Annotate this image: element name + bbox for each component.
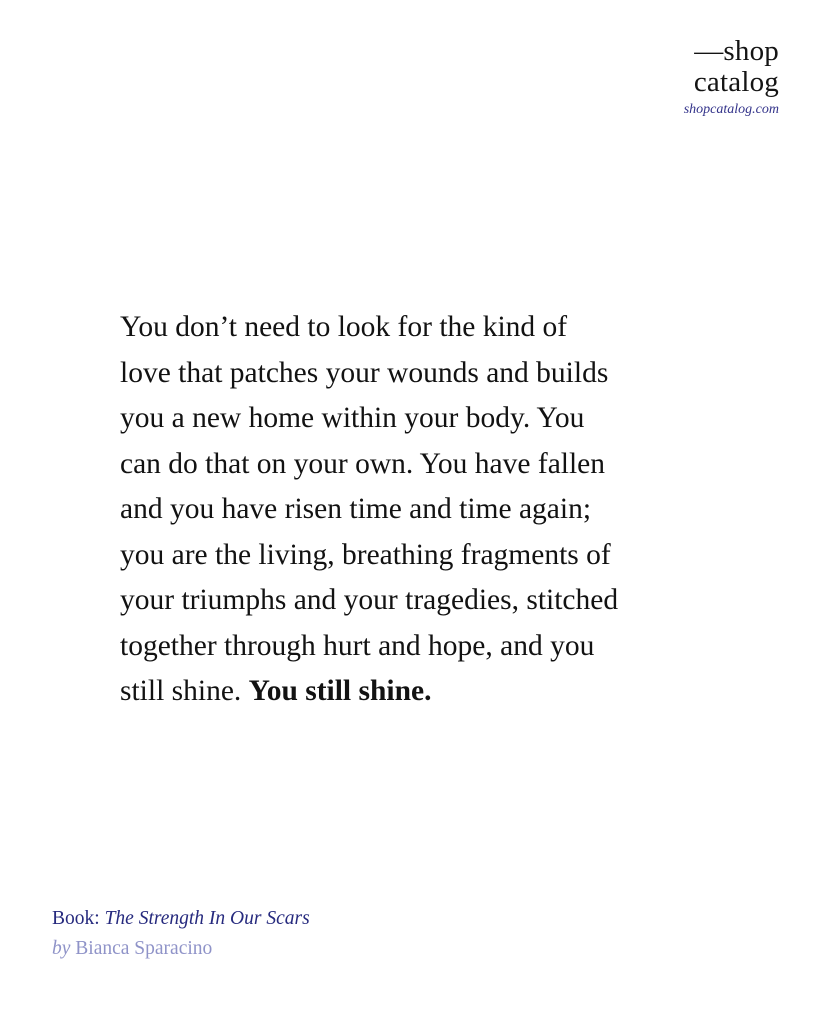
brand-name-line1: —shop <box>694 35 779 67</box>
author-name: Bianca Sparacino <box>75 938 213 959</box>
quote-text <box>120 305 740 715</box>
quote-line: can do that on your own. You have fallen <box>120 447 606 480</box>
book-line <box>52 904 310 934</box>
quote-emphasis: You still shine. <box>248 675 432 707</box>
quote-line: you are the living, breathing fragments of <box>120 538 611 571</box>
quote-line: together through hurt and hope, and you <box>120 629 595 662</box>
book-title: The Strength In Our Scars <box>104 908 310 929</box>
quote-line: your triumphs and your tragedies, stitched <box>120 584 619 616</box>
quote-line: you a new home within your body. You <box>120 402 585 434</box>
quote-line: and you have risen time and time again; <box>120 493 592 525</box>
brand-name-line2: catalog <box>693 66 779 98</box>
author-line <box>52 934 310 964</box>
brand-url: shopcatalog.com <box>683 102 779 117</box>
book-label: Book: <box>52 908 100 929</box>
quote-line: You don’t need to look for the kind of <box>120 311 568 343</box>
quote-line: still shine. <box>120 675 242 707</box>
book-credit <box>52 904 310 964</box>
quote-line: love that patches your wounds and builds <box>120 356 609 389</box>
brand-logo <box>579 36 779 118</box>
by-label: by <box>52 938 71 959</box>
